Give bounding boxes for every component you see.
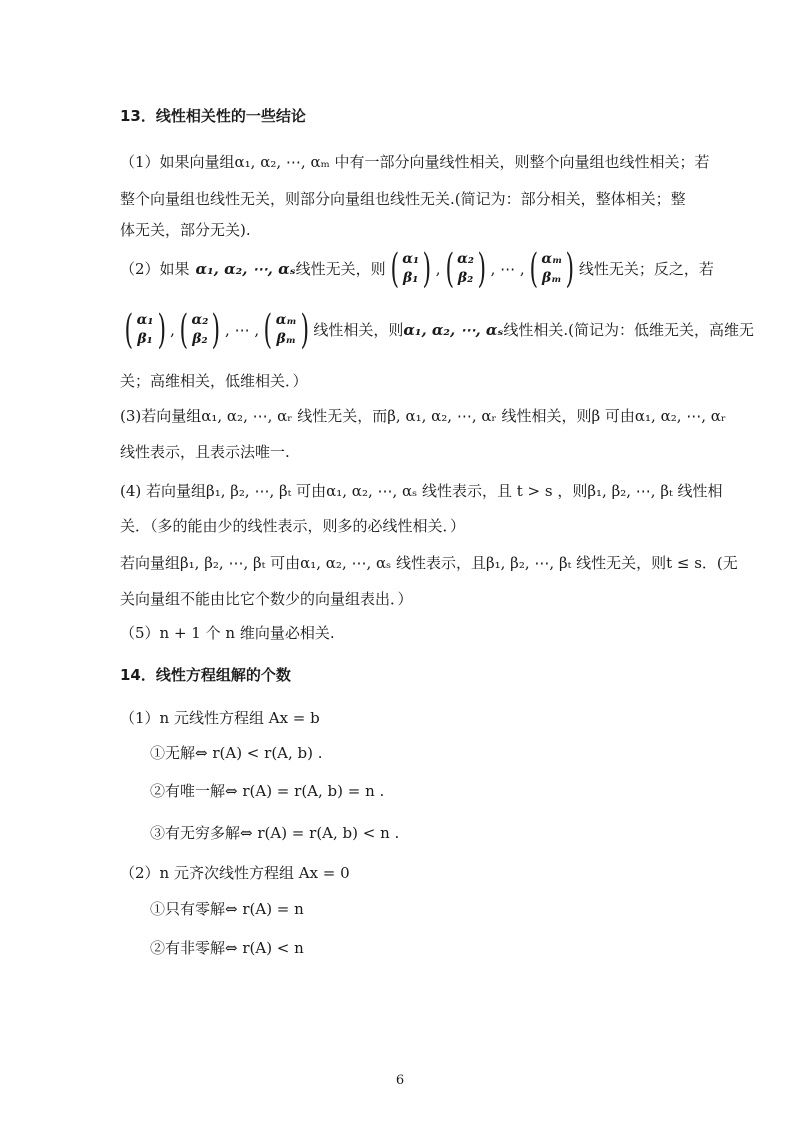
sub2-item1: ①只有零解⇔ r(A) = n <box>150 900 304 918</box>
sub1-item2: ②有唯一解⇔ r(A) = r(A, b) = n . <box>150 782 385 800</box>
sub2-item2: ②有非零解⇔ r(A) < n <box>150 939 304 957</box>
p1-line2: 整个向量组也线性无关，则部分向量组也线性无关.(简记为：部分相关，整体相关；整 <box>120 190 686 208</box>
p2b-suffix: 线性相关.(简记为：低维无关，高维无 <box>503 321 754 339</box>
matrix-col-1b: ( α₁ β₁ ) <box>124 307 166 353</box>
page-number: 6 <box>395 1073 405 1088</box>
p3-line1: (3)若向量组α₁, α₂, ⋯, αᵣ 线性无关，而β, α₁, α₂, ⋯, αᵣ 线性相关，则β 可由α₁, α₂, ⋯, αᵣ <box>120 407 727 425</box>
comma: , <box>170 321 175 339</box>
p2-line1 <box>120 246 714 292</box>
section-13-heading: 13．线性相关性的一些结论 <box>120 107 306 125</box>
p2-suffix: 线性无关；反之，若 <box>578 260 714 278</box>
matrix-col-mb: ( αₘ βₘ ) <box>263 307 309 353</box>
p3-line2: 线性表示，且表示法唯一. <box>120 443 290 461</box>
comma: , <box>435 260 441 278</box>
sub1-item1: ①无解⇔ r(A) < r(A, b) . <box>150 744 323 762</box>
p2b-vec: α₁, α₂, ⋯, αₛ <box>403 321 504 339</box>
p2-mid: 线性无关，则 <box>295 260 386 278</box>
ellipsis: , ⋯ , <box>225 321 260 339</box>
p1-line1: （1）如果向量组α₁, α₂, ⋯, αₘ 中有一部分向量线性相关，则整个向量组也线性相关；若 <box>120 153 710 171</box>
p4-line1: (4) 若向量组β₁, β₂, ⋯, βₜ 可由α₁, α₂, ⋯, αₛ 线性表示，且 t > s ，则β₁, β₂, ⋯, βₜ 线性相 <box>120 482 723 500</box>
sub1: （1）n 元线性方程组 Ax = b <box>120 709 320 727</box>
matrix-col-1: ( α₁ β₁ ) <box>390 246 432 292</box>
p5: （5）n + 1 个 n 维向量必相关. <box>120 624 335 642</box>
section-14-heading: 14．线性方程组解的个数 <box>120 666 291 684</box>
p2b-mid: 线性相关，则 <box>313 321 404 339</box>
p2-vec: α₁, α₂, ⋯, αₛ <box>195 260 296 278</box>
matrix-col-2: ( α₂ β₂ ) <box>445 246 487 292</box>
p4-line3: 若向量组β₁, β₂, ⋯, βₜ 可由α₁, α₂, ⋯, αₛ 线性表示，且β₁, β₂, ⋯, βₜ 线性无关，则t ≤ s．(无 <box>120 554 738 572</box>
p4-line4: 关向量组不能由比它个数少的向量组表出．） <box>120 590 413 608</box>
p2-prefix: （2）如果 <box>120 260 190 278</box>
matrix-col-2b: ( α₂ β₂ ) <box>179 307 221 353</box>
ellipsis: , ⋯ , <box>490 260 525 278</box>
p2-line2 <box>120 307 754 353</box>
sub1-item3: ③有无穷多解⇔ r(A) = r(A, b) < n . <box>150 824 400 842</box>
sub2: （2）n 元齐次线性方程组 Ax = 0 <box>120 864 350 882</box>
p1-line3: 体无关，部分无关). <box>120 221 251 239</box>
matrix-col-m: ( αₘ βₘ ) <box>529 246 575 292</box>
p2-line3: 关；高维相关，低维相关．） <box>120 372 308 390</box>
p4-line2: 关．（多的能由少的线性表示，则多的必线性相关．） <box>120 517 466 535</box>
